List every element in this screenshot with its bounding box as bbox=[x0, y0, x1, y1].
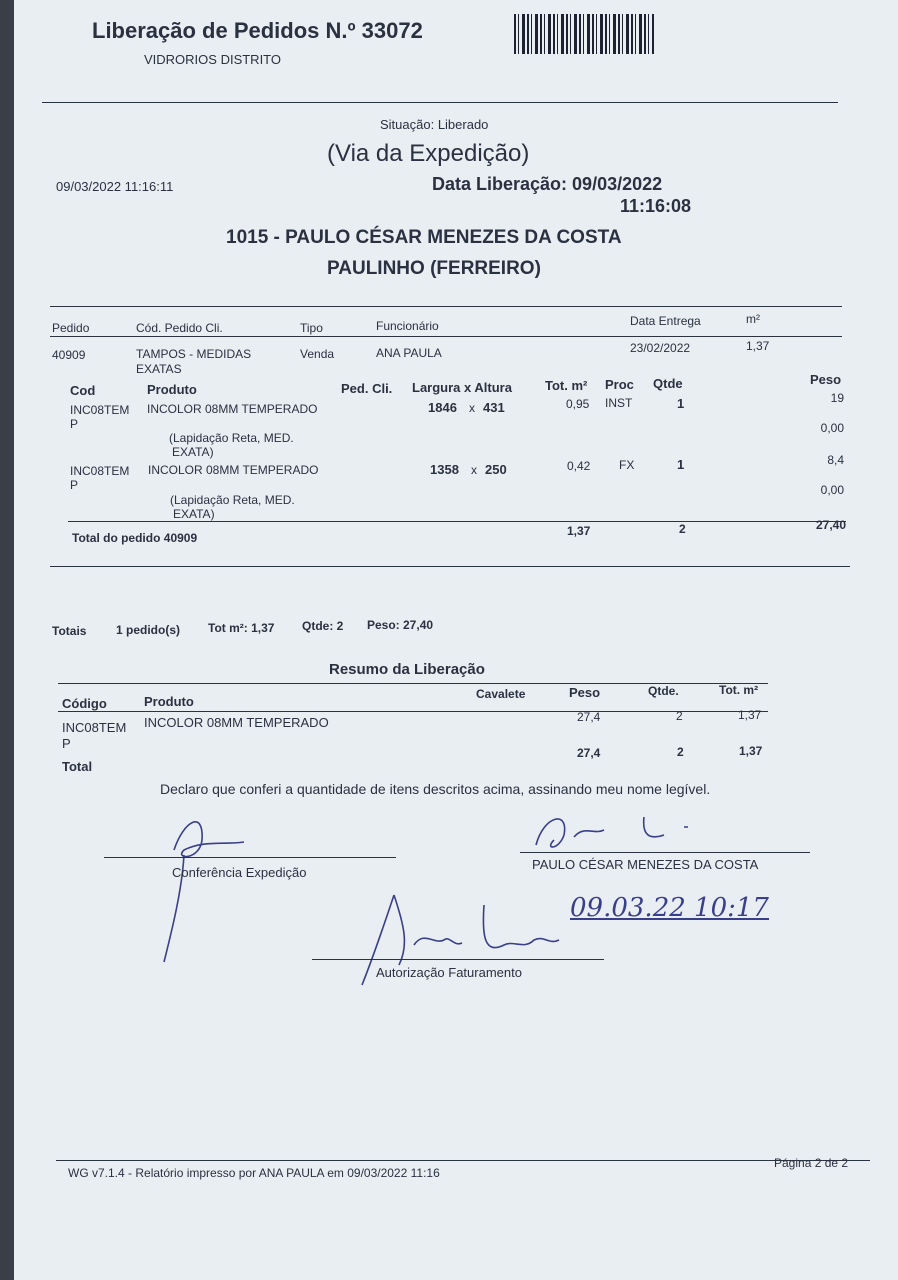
item-tot-m2: 0,42 bbox=[567, 459, 591, 473]
document-title: Liberação de Pedidos N.º 33072 bbox=[92, 18, 423, 43]
order-number: 40909 bbox=[52, 348, 86, 362]
col-header-funcionario: Funcionário bbox=[376, 319, 439, 333]
order-cod-cli-2: EXATAS bbox=[136, 362, 182, 376]
item-peso-2: 0,00 bbox=[820, 483, 844, 497]
handwritten-date: 09.03.22 10:17 bbox=[570, 893, 769, 923]
item-cod: INC08TEM bbox=[70, 464, 130, 478]
item-proc: INST bbox=[605, 396, 633, 410]
totals-peso: Peso: 27,40 bbox=[367, 618, 434, 632]
release-date: Data Liberação: 09/03/2022 bbox=[432, 174, 663, 194]
summary-header-peso: Peso bbox=[569, 685, 601, 700]
company-name: VIDRORIOS DISTRITO bbox=[144, 52, 281, 67]
col-header-tipo: Tipo bbox=[300, 321, 323, 335]
col-header-pedido: Pedido bbox=[52, 321, 90, 335]
item-peso: 19 bbox=[830, 391, 844, 405]
order-m2: 1,37 bbox=[746, 339, 770, 353]
item-peso-2: 0,00 bbox=[820, 421, 844, 435]
conferencia-label: Conferência Expedição bbox=[172, 865, 307, 880]
item-cod-cont: P bbox=[70, 478, 79, 492]
summary-peso: 27,4 bbox=[577, 710, 601, 724]
summary-total-peso: 27,4 bbox=[577, 746, 601, 760]
client-nickname: PAULINHO (FERREIRO) bbox=[327, 258, 541, 279]
signature-line bbox=[312, 959, 604, 960]
summary-codigo-cont: P bbox=[62, 736, 71, 751]
item-header-ped-cli: Ped. Cli. bbox=[341, 381, 393, 396]
summary-total-qtde: 2 bbox=[677, 745, 684, 759]
item-header-produto: Produto bbox=[147, 382, 197, 397]
item-largura: 1846 bbox=[428, 400, 457, 415]
totals-m2: Tot m²: 1,37 bbox=[208, 621, 275, 635]
divider bbox=[50, 336, 842, 337]
item-header-cod: Cod bbox=[70, 383, 96, 398]
footer-printed-by: WG v7.1.4 - Relatório impresso por ANA PAULA em 09/03/2022 11:16 bbox=[68, 1166, 440, 1180]
summary-tot-m2: 1,37 bbox=[738, 708, 762, 722]
item-qtde: 1 bbox=[677, 457, 685, 472]
item-cod-cont: P bbox=[70, 417, 79, 431]
summary-header-codigo: Código bbox=[62, 696, 107, 711]
declaration-text: Declaro que conferi a quantidade de itens descritos acima, assinando meu nome legível. bbox=[160, 781, 711, 797]
item-detail: (Lapidação Reta, MED. bbox=[170, 493, 295, 507]
summary-total-tot-m2: 1,37 bbox=[739, 744, 763, 758]
totals-label: Totais bbox=[52, 624, 87, 638]
item-x: x bbox=[471, 463, 477, 477]
page-number: Página 2 de 2 bbox=[774, 1156, 849, 1170]
col-header-m2: m² bbox=[746, 312, 760, 326]
client-name: 1015 - PAULO CÉSAR MENEZES DA COSTA bbox=[226, 227, 622, 248]
signature-line bbox=[104, 857, 396, 858]
item-header-tot-m2: Tot. m² bbox=[545, 378, 588, 393]
summary-title: Resumo da Liberação bbox=[329, 661, 485, 678]
item-detail-cont: EXATA) bbox=[172, 445, 214, 459]
divider bbox=[50, 306, 842, 307]
item-cod: INC08TEM bbox=[70, 403, 130, 417]
totals-pedidos: 1 pedido(s) bbox=[116, 623, 181, 637]
totals-qtde: Qtde: 2 bbox=[302, 619, 344, 633]
order-cod-cli: TAMPOS - MEDIDAS bbox=[136, 347, 252, 361]
summary-header-tot-m2: Tot. m² bbox=[719, 683, 759, 697]
print-datetime: 09/03/2022 11:16:11 bbox=[56, 179, 174, 194]
divider bbox=[42, 102, 838, 103]
item-proc: FX bbox=[619, 458, 635, 472]
client-signature-name: PAULO CÉSAR MENEZES DA COSTA bbox=[532, 857, 759, 872]
col-header-data-entrega: Data Entrega bbox=[630, 314, 701, 328]
item-altura: 250 bbox=[485, 462, 507, 477]
item-header-qtde: Qtde bbox=[653, 376, 683, 391]
order-total-m2: 1,37 bbox=[567, 524, 591, 538]
item-qtde: 1 bbox=[677, 396, 685, 411]
item-header-peso: Peso bbox=[810, 372, 842, 387]
item-x: x bbox=[469, 401, 475, 415]
summary-header-cavalete: Cavalete bbox=[476, 687, 526, 701]
status-text: Situação: Liberado bbox=[380, 117, 489, 132]
summary-qtde: 2 bbox=[676, 709, 683, 723]
signature-conferencia bbox=[154, 800, 254, 970]
barcode bbox=[514, 14, 654, 54]
item-detail-cont: EXATA) bbox=[173, 507, 215, 521]
signature-line bbox=[520, 852, 810, 853]
item-header-largura-altura: Largura x Altura bbox=[412, 380, 512, 395]
via-label: (Via da Expedição) bbox=[327, 140, 530, 167]
document-page bbox=[14, 0, 898, 1280]
release-time: 11:16:08 bbox=[620, 196, 692, 216]
summary-produto: INCOLOR 08MM TEMPERADO bbox=[144, 715, 329, 730]
summary-header-qtde: Qtde. bbox=[648, 684, 679, 698]
summary-header-produto: Produto bbox=[144, 694, 194, 709]
order-tipo: Venda bbox=[300, 347, 335, 361]
autorizacao-label: Autorização Faturamento bbox=[376, 965, 522, 980]
item-produto: INCOLOR 08MM TEMPERADO bbox=[148, 463, 319, 477]
item-produto: INCOLOR 08MM TEMPERADO bbox=[147, 402, 318, 416]
signature-client bbox=[524, 805, 704, 865]
divider bbox=[68, 521, 846, 522]
divider bbox=[56, 1160, 870, 1161]
col-header-cod-cli: Cód. Pedido Cli. bbox=[136, 321, 223, 335]
summary-total-label: Total bbox=[62, 759, 93, 774]
order-total-peso: 27,40 bbox=[815, 518, 846, 532]
item-largura: 1358 bbox=[430, 462, 459, 477]
item-detail: (Lapidação Reta, MED. bbox=[169, 431, 294, 445]
item-tot-m2: 0,95 bbox=[566, 397, 590, 411]
summary-codigo: INC08TEM bbox=[62, 720, 127, 735]
order-total-qtde: 2 bbox=[679, 522, 686, 536]
divider bbox=[58, 711, 768, 712]
item-header-proc: Proc bbox=[605, 377, 634, 392]
divider bbox=[50, 566, 850, 567]
item-peso: 8,4 bbox=[827, 453, 844, 467]
order-funcionario: ANA PAULA bbox=[376, 346, 442, 360]
order-data-entrega: 23/02/2022 bbox=[630, 341, 691, 355]
item-altura: 431 bbox=[483, 400, 505, 415]
order-total-label: Total do pedido 40909 bbox=[72, 531, 198, 545]
